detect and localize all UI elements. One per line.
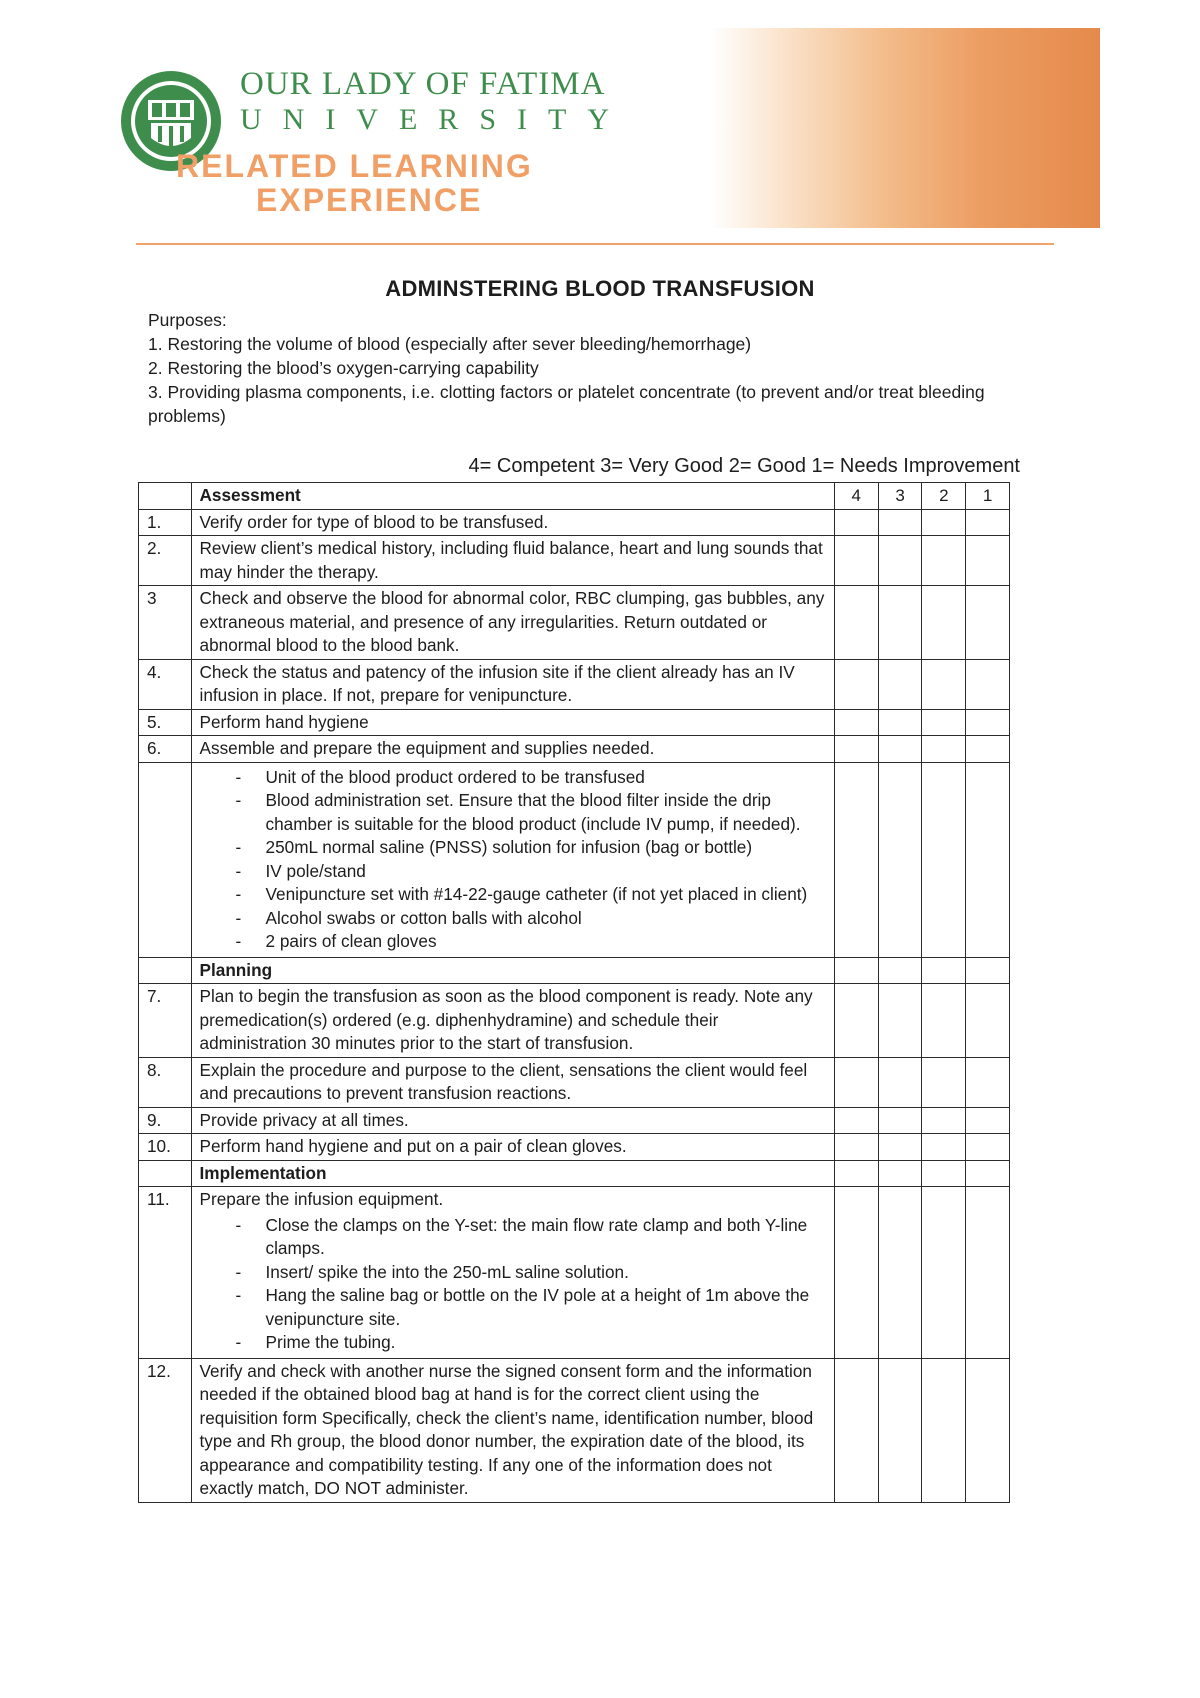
empty-number-cell xyxy=(139,957,192,984)
rating-cell xyxy=(922,957,966,984)
checklist-table xyxy=(138,482,1010,1503)
step-text: Plan to begin the transfusion as soon as the blood component is ready. Note any premedication(s) ordered (e.g. diphenhydramine) and schedule their administration 30 minutes prior to the start of transfusion. xyxy=(191,984,834,1058)
rating-cell[interactable] xyxy=(922,659,966,709)
rle-line1: RELATED LEARNING xyxy=(176,148,533,184)
rating-cell[interactable] xyxy=(878,736,922,763)
rating-cell[interactable] xyxy=(922,1107,966,1134)
substep-item: - Insert/ spike the into the 250-mL saline solution. xyxy=(236,1261,826,1285)
substep-item: - Prime the tubing. xyxy=(236,1331,826,1355)
table-row xyxy=(139,1057,1010,1107)
table-row xyxy=(139,736,1010,763)
section-heading-implementation: Implementation xyxy=(191,1160,834,1187)
step-text: Prepare the infusion equipment. xyxy=(199,1189,444,1209)
rating-cell[interactable] xyxy=(922,709,966,736)
rating-cell[interactable] xyxy=(966,586,1010,660)
rating-cell[interactable] xyxy=(878,509,922,536)
university-name-line1: OUR LADY OF FATIMA xyxy=(240,66,606,102)
step-text: Verify order for type of blood to be transfused. xyxy=(191,509,834,536)
step-cell xyxy=(191,1187,834,1359)
step-text: Perform hand hygiene and put on a pair of clean gloves. xyxy=(191,1134,834,1161)
purpose-item: 3. Providing plasma components, i.e. clotting factors or platelet concentrate (to prevent and/or treat bleeding problems) xyxy=(148,382,985,426)
rating-cell[interactable] xyxy=(878,536,922,586)
section-heading-planning: Planning xyxy=(191,957,834,984)
rating-cell[interactable] xyxy=(878,586,922,660)
step-number: 7. xyxy=(139,984,192,1058)
rating-cell xyxy=(922,1160,966,1187)
rating-cell[interactable] xyxy=(966,1134,1010,1161)
rating-cell[interactable] xyxy=(834,586,878,660)
equipment-item: - 2 pairs of clean gloves xyxy=(236,930,826,954)
header-banner-photo xyxy=(710,28,1100,228)
rating-cell[interactable] xyxy=(922,1187,966,1359)
rating-cell[interactable] xyxy=(878,659,922,709)
university-name-line2: UNIVERSITY xyxy=(240,103,630,136)
table-row xyxy=(139,1187,1010,1359)
rating-cell[interactable] xyxy=(966,736,1010,763)
equipment-item: - 250mL normal saline (PNSS) solution for infusion (bag or bottle) xyxy=(236,836,826,860)
equipment-item: - Unit of the blood product ordered to be transfused xyxy=(236,766,826,790)
rating-header-4: 4 xyxy=(834,483,878,510)
step-text: Check the status and patency of the infusion site if the client already has an IV infusion in place. If not, prepare for venipuncture. xyxy=(191,659,834,709)
related-learning-experience-title xyxy=(176,150,533,218)
rating-cell[interactable] xyxy=(878,762,922,957)
step-number: 4. xyxy=(139,659,192,709)
table-row xyxy=(139,509,1010,536)
rating-cell xyxy=(834,1160,878,1187)
rating-cell[interactable] xyxy=(966,709,1010,736)
rating-cell[interactable] xyxy=(922,736,966,763)
rating-cell xyxy=(966,1160,1010,1187)
equipment-list xyxy=(200,766,826,954)
rating-cell xyxy=(834,957,878,984)
step-number: 12. xyxy=(139,1358,192,1502)
table-row xyxy=(139,1107,1010,1134)
rating-cell[interactable] xyxy=(878,1107,922,1134)
rating-cell[interactable] xyxy=(834,709,878,736)
purpose-item: 1. Restoring the volume of blood (especially after sever bleeding/hemorrhage) xyxy=(148,334,752,354)
rle-line2: EXPERIENCE xyxy=(256,181,483,218)
table-row xyxy=(139,586,1010,660)
rating-cell[interactable] xyxy=(878,1187,922,1359)
table-row xyxy=(139,536,1010,586)
rating-cell[interactable] xyxy=(834,536,878,586)
empty-number-cell xyxy=(139,1160,192,1187)
step-text: Verify and check with another nurse the signed consent form and the information needed if the obtained blood bag at hand is for the correct client using the requisition form Specifically, check the client’s name, identification number, blood type and Rh group, the blood donor number, the expiration date of the blood, its appearance and compatibility testing. If any one of the information does not exactly match, DO NOT administer. xyxy=(191,1358,834,1502)
rating-cell[interactable] xyxy=(834,1187,878,1359)
step-number: 6. xyxy=(139,736,192,763)
rating-cell[interactable] xyxy=(922,984,966,1058)
rating-cell[interactable] xyxy=(834,736,878,763)
infusion-substeps xyxy=(200,1214,826,1355)
rating-cell[interactable] xyxy=(878,984,922,1058)
header-divider xyxy=(136,243,1054,245)
rating-cell[interactable] xyxy=(966,1057,1010,1107)
table-header-row xyxy=(139,483,1010,510)
rating-cell[interactable] xyxy=(878,1134,922,1161)
rating-cell[interactable] xyxy=(834,659,878,709)
rating-cell[interactable] xyxy=(834,762,878,957)
step-text: Assemble and prepare the equipment and supplies needed. xyxy=(191,736,834,763)
rating-cell[interactable] xyxy=(922,762,966,957)
rating-cell[interactable] xyxy=(922,1358,966,1502)
header-number-cell xyxy=(139,483,192,510)
rating-cell[interactable] xyxy=(966,659,1010,709)
equipment-item: - Blood administration set. Ensure that the blood filter inside the drip chamber is suitable for the blood product (include IV pump, if needed). xyxy=(236,789,826,836)
page-title: ADMINSTERING BLOOD TRANSFUSION xyxy=(385,276,815,301)
rating-cell[interactable] xyxy=(878,1358,922,1502)
rating-cell[interactable] xyxy=(966,1187,1010,1359)
step-number: 5. xyxy=(139,709,192,736)
step-number: 8. xyxy=(139,1057,192,1107)
table-row xyxy=(139,1358,1010,1502)
rating-cell[interactable] xyxy=(922,509,966,536)
rating-header-2: 2 xyxy=(922,483,966,510)
rating-cell[interactable] xyxy=(966,984,1010,1058)
substep-item: - Close the clamps on the Y-set: the main flow rate clamp and both Y-line clamps. xyxy=(236,1214,826,1261)
rating-cell[interactable] xyxy=(834,1134,878,1161)
rating-cell[interactable] xyxy=(966,762,1010,957)
rating-cell[interactable] xyxy=(966,1358,1010,1502)
rating-header-1: 1 xyxy=(966,483,1010,510)
table-row xyxy=(139,1134,1010,1161)
equipment-item: - Alcohol swabs or cotton balls with alcohol xyxy=(236,907,826,931)
step-text: Explain the procedure and purpose to the client, sensations the client would feel and precautions to prevent transfusion reactions. xyxy=(191,1057,834,1107)
rating-cell xyxy=(878,1160,922,1187)
header xyxy=(110,28,1100,233)
purposes-label: Purposes: xyxy=(148,310,227,330)
purposes xyxy=(148,308,988,428)
rating-legend: 4= Competent 3= Very Good 2= Good 1= Needs Improvement xyxy=(468,455,1020,477)
step-text: Check and observe the blood for abnormal color, RBC clumping, gas bubbles, any extraneous material, and presence of any irregularities. Return outdated or abnormal blood to the blood bank. xyxy=(191,586,834,660)
rating-cell[interactable] xyxy=(922,586,966,660)
rating-cell[interactable] xyxy=(878,709,922,736)
university-name xyxy=(240,68,630,135)
rating-cell[interactable] xyxy=(966,536,1010,586)
substep-item: - Hang the saline bag or bottle on the IV pole at a height of 1m above the venipuncture site. xyxy=(236,1284,826,1331)
rating-cell[interactable] xyxy=(834,984,878,1058)
purpose-item: 2. Restoring the blood’s oxygen-carrying capability xyxy=(148,358,539,378)
section-row-implementation xyxy=(139,1160,1010,1187)
section-heading-assessment: Assessment xyxy=(191,483,834,510)
step-number: 3 xyxy=(139,586,192,660)
step-number: 10. xyxy=(139,1134,192,1161)
table-row-equipment-list xyxy=(139,762,1010,957)
step-text: Review client’s medical history, including fluid balance, heart and lung sounds that may hinder the therapy. xyxy=(191,536,834,586)
step-number: 9. xyxy=(139,1107,192,1134)
rating-cell[interactable] xyxy=(834,509,878,536)
rating-cell[interactable] xyxy=(922,1134,966,1161)
equipment-item: - IV pole/stand xyxy=(236,860,826,884)
rating-cell[interactable] xyxy=(966,509,1010,536)
rating-cell[interactable] xyxy=(834,1057,878,1107)
section-row-planning xyxy=(139,957,1010,984)
step-number: 11. xyxy=(139,1187,192,1359)
rating-cell xyxy=(966,957,1010,984)
empty-number-cell xyxy=(139,762,192,957)
rating-cell[interactable] xyxy=(878,1057,922,1107)
rating-cell[interactable] xyxy=(834,1107,878,1134)
rating-cell xyxy=(878,957,922,984)
table-row xyxy=(139,984,1010,1058)
rating-header-3: 3 xyxy=(878,483,922,510)
equipment-item: - Venipuncture set with #14-22-gauge catheter (if not yet placed in client) xyxy=(236,883,826,907)
table-row xyxy=(139,659,1010,709)
rating-cell[interactable] xyxy=(922,1057,966,1107)
table-row xyxy=(139,709,1010,736)
rating-cell[interactable] xyxy=(922,536,966,586)
rating-cell[interactable] xyxy=(834,1358,878,1502)
step-number: 1. xyxy=(139,509,192,536)
step-number: 2. xyxy=(139,536,192,586)
step-text: Perform hand hygiene xyxy=(191,709,834,736)
rating-cell[interactable] xyxy=(966,1107,1010,1134)
step-text: Provide privacy at all times. xyxy=(191,1107,834,1134)
equipment-list-cell xyxy=(191,762,834,957)
